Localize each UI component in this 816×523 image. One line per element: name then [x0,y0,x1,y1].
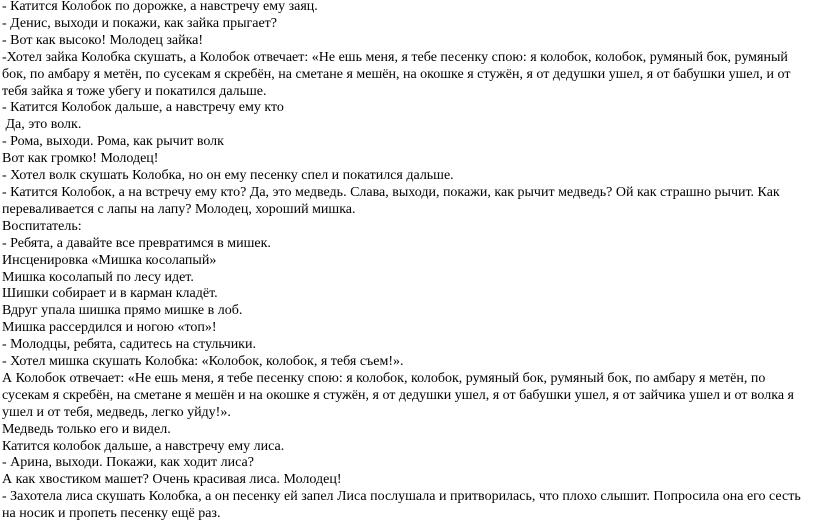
text-paragraph-10: - Катится Колобок, а на встречу ему кто? Да, это медведь. Слава, выходи, покажи, как рычит медведь? Ой как страшно рычит. Как переваливается с лапы на лапу? Молодец, хороший мишка. [2,184,780,217]
text-line-18: - Молодцы, ребята, садитесь на стульчики. [2,337,256,353]
document-body [2,0,814,523]
text-line-21: Медведь только его и видел. [2,421,171,437]
text-line-14: Мишка косолапый по лесу идет. [2,269,194,285]
text-line-13: Инсценировка «Мишка косолапый» [2,252,217,268]
text-paragraph-20: А Колобок отвечает: «Не ешь меня, я тебе песенку спою: я колобок, колобок, румяный бок, румяный бок, по амбару я метён, по сусекам я скребён, на сметане я мешён и на окошке я стужён, я от дедушки ушел, я от бабушки ушел, я от зайчика ушел и от волка я ушел и от тебя, медведь, легко уйду!». [2,370,794,420]
text-line-9: - Хотел волк скушать Колобка, но он ему песенку спел и покатился дальше. [2,168,454,184]
text-line-8: Вот как громко! Молодец! [2,151,159,167]
text-line-1: - Катится Колобок по дорожке, а навстречу ему заяц. [2,0,318,14]
text-line-2: - Денис, выходи и покажи, как зайка прыгает? [2,15,277,31]
text-line-23: - Арина, выходи. Покажи, как ходит лиса? [2,455,254,471]
text-line-7: - Рома, выходи. Рома, как рычит волк [2,134,224,150]
text-line-6: Да, это волк. [2,117,82,133]
text-line-12: - Ребята, а давайте все превратимся в мишек. [2,235,271,251]
text-line-17: Мишка рассердился и ногою «топ»! [2,320,217,336]
text-line-16: Вдруг упала шишка прямо мишке в лоб. [2,303,243,319]
text-line-5: - Катится Колобок дальше, а навстречу ему кто [2,100,284,116]
text-line-24: А как хвостиком машет? Очень красивая лиса. Молодец! [2,472,342,488]
text-line-3: - Вот как высоко! Молодец зайка! [2,32,204,48]
text-line-22: Катится колобок дальше, а навстречу ему лиса. [2,438,285,454]
text-paragraph-4: -Хотел зайка Колобка скушать, а Колобок отвечает: «Не ешь меня, я тебе песенку спою: я колобок, колобок, румяный бок, румяный бок, по амбару я метён, по сусекам я скребён, на сметане я мешён, на окошке я стужён, я от дедушки ушел, я от бабушки ушел, и от тебя зайка я тоже убегу и покатился дальше. [2,49,791,99]
text-line-11: Воспитатель: [2,218,82,234]
text-line-19: - Хотел мишка скушать Колобка: «Колобок, колобок, я тебя съем!». [2,354,404,370]
text-paragraph-25: - Захотела лиса скушать Колобка, а он песенку ей запел Лиса послушала и притворилась, что плохо слышит. Попросила она его сесть на носик и пропеть песенку ещё раз. [2,489,801,522]
text-line-15: Шишки собирает и в карман кладёт. [2,286,218,302]
